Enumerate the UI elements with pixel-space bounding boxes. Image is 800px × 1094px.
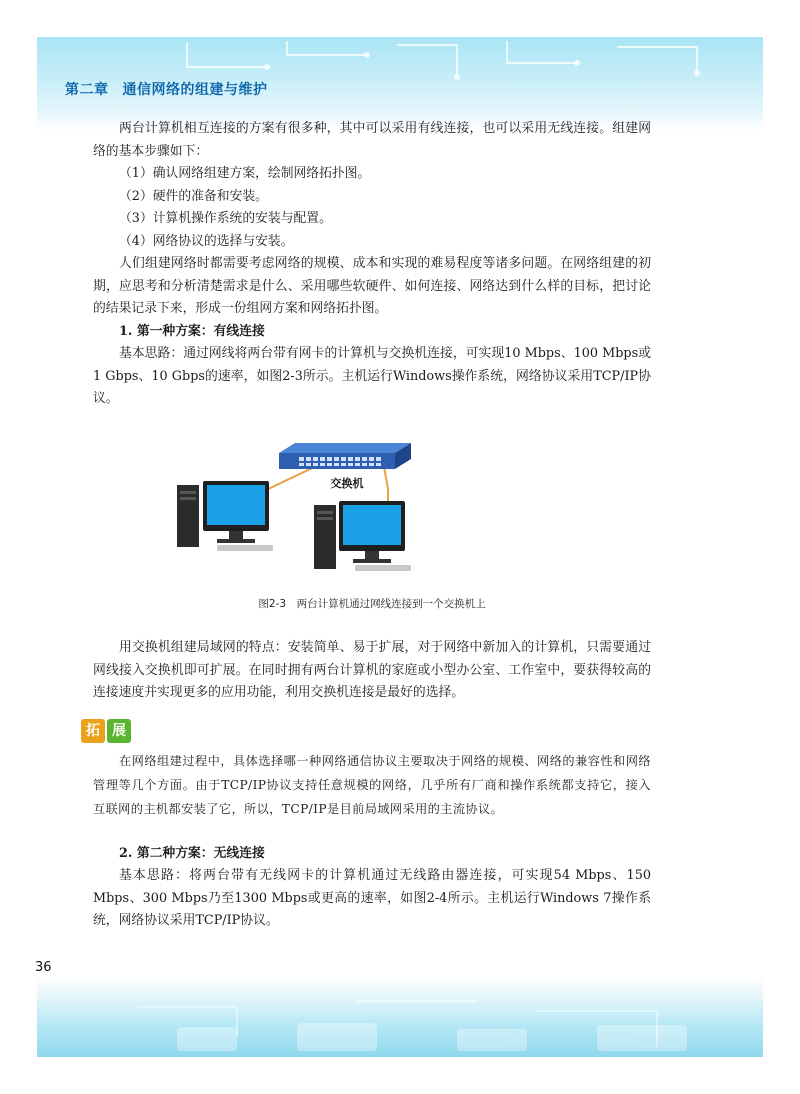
network-figure xyxy=(93,423,651,591)
expand-badge-char: 拓 xyxy=(81,719,105,743)
network-diagram xyxy=(93,423,651,591)
section1-heading: 1. 第一种方案：有线连接 xyxy=(119,323,265,339)
step-item: （4）网络协议的选择与安装。 xyxy=(119,233,294,249)
chapter-number: 第二章 xyxy=(65,82,109,98)
switch-icon xyxy=(279,443,411,469)
header-band xyxy=(37,37,763,131)
switch-label: 交换机 xyxy=(330,476,364,490)
section2-heading: 2. 第二种方案：无线连接 xyxy=(119,845,265,861)
footer-decoration xyxy=(37,977,763,1057)
expand-badge xyxy=(81,719,651,743)
expand-box xyxy=(86,719,651,821)
step-item: （3）计算机操作系统的安装与配置。 xyxy=(119,211,332,226)
chapter-name: 通信网络的组建与维护 xyxy=(122,82,268,98)
computer-right-icon xyxy=(314,501,411,571)
section2 xyxy=(93,843,651,933)
section2-text: 基本思路：将两台带有无线网卡的计算机通过无线路由器连接，可实现54 Mbps、150 Mbps、300 Mbps乃至1300 Mbps或更高的速率，如图2-4所示。主机运行Windows 7操作系统，网络协议采用TCP/IP协议。 xyxy=(93,868,651,928)
chapter-title xyxy=(65,79,268,99)
page-number: 36 xyxy=(35,960,52,975)
expand-text: 在网络组建过程中，具体选择哪一种网络通信协议主要取决于网络的规模、网络的兼容性和网络管理等几个方面。由于TCP/IP协议支持任意规模的网络，几乎所有厂商和操作系统都支持它，接入互联网的主机都安装了它，所以，TCP/IP是目前局域网采用的主流协议。 xyxy=(93,753,651,816)
section1-text: 基本思路：通过网线将两台带有网卡的计算机与交换机连接，可实现10 Mbps、100 Mbps或1 Gbps、10 Gbps的速率，如图2-3所示。主机运行Windows操作系统，网络协议采用TCP/IP协议。 xyxy=(93,346,651,406)
step-item: （1）确认网络组建方案，绘制网络拓扑图。 xyxy=(119,166,371,181)
expand-badge-char: 展 xyxy=(107,719,131,743)
after-figure-paragraph: 用交换机组建局域网的特点：安装简单、易于扩展，对于网络中新加入的计算机，只需要通过网线接入交换机即可扩展。在同时拥有两台计算机的家庭或小型办公室、工作室中，要获得较高的连接速度并实现更多的应用功能，利用交换机连接是最好的选择。 xyxy=(93,640,651,700)
body-content xyxy=(86,118,651,933)
intro-paragraph: 人们组建网络时都需要考虑网络的规模、成本和实现的难易程度等诸多问题。在网络组建的初期，应思考和分析清楚需求是什么、采用哪些软硬件、如何连接、网络达到什么样的目标，把讨论的结果记录下来，形成一份组网方案和网络拓扑图。 xyxy=(93,256,651,316)
computer-left-icon xyxy=(177,481,273,551)
intro-paragraph: 两台计算机相互连接的方案有很多种，其中可以采用有线连接，也可以采用无线连接。组建网络的基本步骤如下： xyxy=(93,121,651,159)
figure-caption: 图2-3 两台计算机通过网线连接到一个交换机上 xyxy=(258,597,486,610)
step-item: （2）硬件的准备和安装。 xyxy=(119,188,268,204)
footer-band xyxy=(37,977,763,1057)
